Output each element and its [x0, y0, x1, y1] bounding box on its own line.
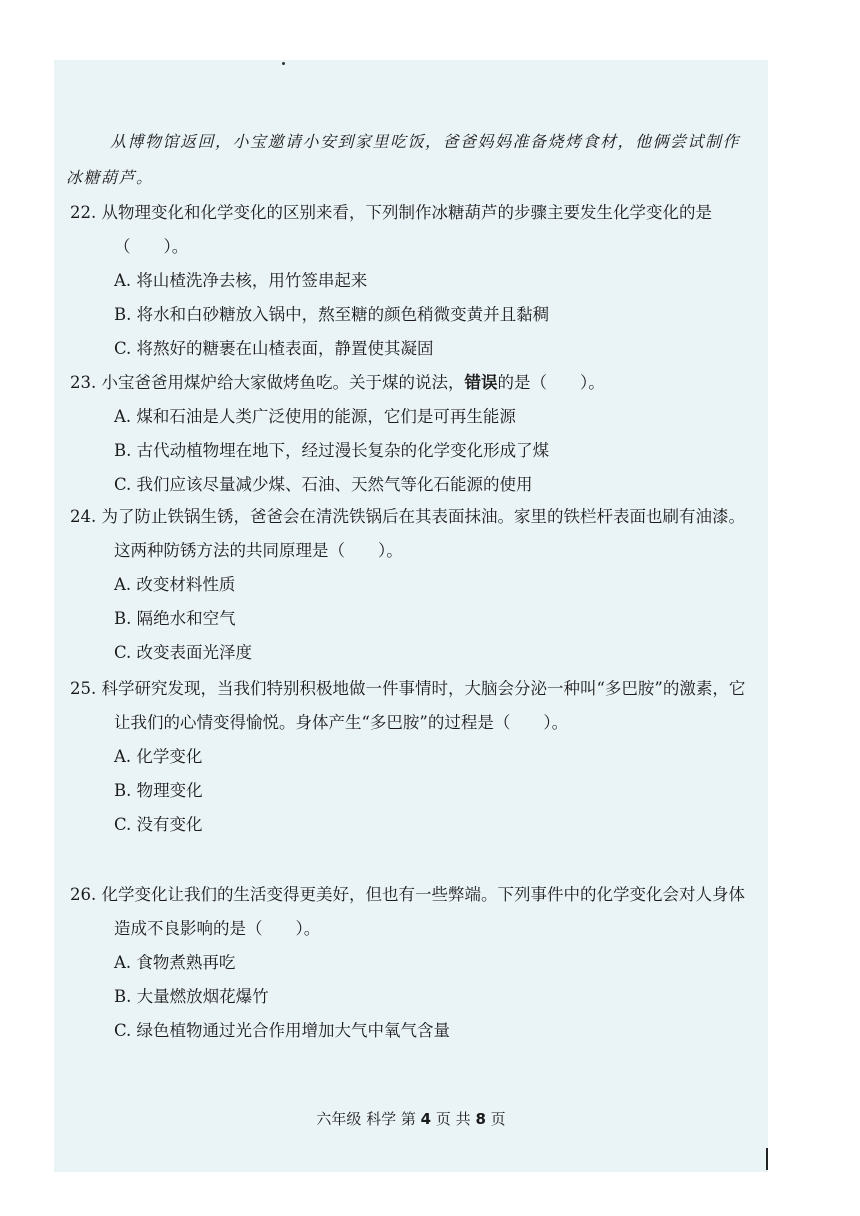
question-stem	[54, 366, 754, 400]
question-stem: 22. 从物理变化和化学变化的区别来看，下列制作冰糖葫芦的步骤主要发生化学变化的是（ ）。	[70, 203, 712, 256]
scenario-intro: 从博物馆返回，小宝邀请小安到家里吃饭，爸爸妈妈准备烧烤食材，他俩尝试制作冰糖葫芦。	[66, 132, 741, 187]
option-c: C. 我们应该尽量减少煤、石油、天然气等化石能源的使用	[114, 475, 533, 494]
footer-prefix: 六年级 科学 第	[316, 1110, 416, 1128]
footer-middle: 页 共	[435, 1110, 471, 1128]
stem-emphasis: 错误	[464, 373, 498, 392]
option-c: C. 没有变化	[114, 815, 203, 834]
question-26	[54, 878, 754, 1048]
option-c: C. 将熬好的糖裹在山楂表面，静置使其凝固	[114, 339, 434, 358]
footer-suffix: 页	[490, 1110, 506, 1128]
option-c: C. 绿色植物通过光合作用增加大气中氧气含量	[114, 1021, 451, 1040]
question-22	[54, 196, 754, 366]
page-number: 4	[420, 1110, 432, 1128]
question-stem: 26. 化学变化让我们的生活变得更美好，但也有一些弊端。下列事件中的化学变化会对人身体造成不良影响的是（ ）。	[70, 885, 745, 938]
question-stem: 24. 为了防止铁锅生锈，爸爸会在清洗铁锅后在其表面抹油。家里的铁栏杆表面也刷有油漆。这两种防锈方法的共同原理是（ ）。	[70, 507, 745, 560]
page-total: 8	[475, 1110, 486, 1128]
option-b: B. 古代动植物埋在地下，经过漫长复杂的化学变化形成了煤	[114, 441, 550, 460]
stem-text-end: 的是（ ）。	[497, 373, 605, 392]
question-23	[54, 366, 754, 502]
page-footer	[54, 1108, 768, 1129]
scan-speck	[282, 62, 285, 65]
exam-page	[54, 60, 768, 1172]
option-a: A. 煤和石油是人类广泛使用的能源，它们是可再生能源	[114, 407, 516, 426]
stem-text: 23. 小宝爸爸用煤炉给大家做烤鱼吃。关于煤的说法，	[70, 373, 465, 392]
question-stem: 25. 科学研究发现，当我们特别积极地做一件事情时，大脑会分泌一种叫“多巴胺”的激素，它让我们的心情变得愉悦。身体产生“多巴胺”的过程是（ ）。	[70, 679, 746, 732]
question-24	[54, 500, 754, 670]
option-b: B. 物理变化	[114, 781, 203, 800]
option-a: A. 将山楂洗净去核，用竹签串起来	[114, 271, 368, 290]
option-a: A. 化学变化	[114, 747, 203, 766]
question-25	[54, 672, 754, 842]
option-b: B. 大量燃放烟花爆竹	[114, 987, 269, 1006]
option-a: A. 改变材料性质	[114, 575, 236, 594]
scan-edge-mark	[766, 1148, 768, 1170]
option-a: A. 食物煮熟再吃	[114, 953, 236, 972]
option-b: B. 隔绝水和空气	[114, 609, 236, 628]
option-c: C. 改变表面光泽度	[114, 643, 253, 662]
option-b: B. 将水和白砂糖放入锅中，熬至糖的颜色稍微变黄并且黏稠	[114, 305, 550, 324]
